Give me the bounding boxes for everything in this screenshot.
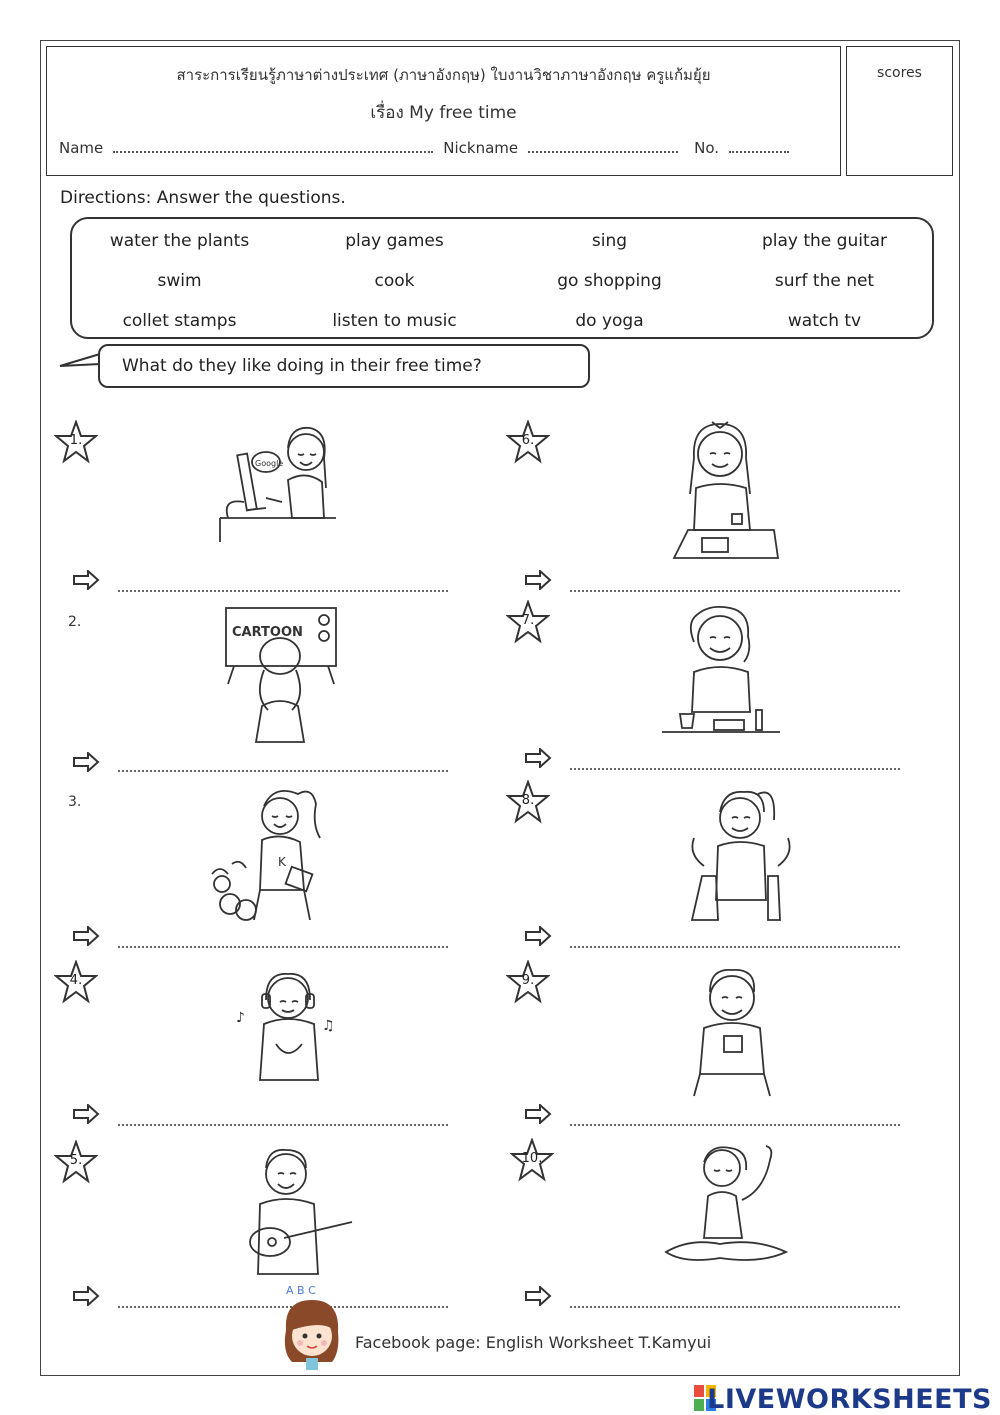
answer-arrow-icon bbox=[72, 926, 100, 946]
scores-label: scores bbox=[877, 65, 922, 81]
answer-line[interactable] bbox=[118, 770, 448, 772]
item-number: 6. bbox=[521, 433, 535, 448]
girl-yoga-icon bbox=[660, 1140, 794, 1270]
cartoon-sign-text: CARTOON bbox=[232, 625, 303, 640]
word-bank bbox=[70, 217, 934, 339]
answer-line[interactable] bbox=[570, 768, 900, 770]
answer-arrow-icon bbox=[524, 926, 552, 946]
answer-arrow-icon bbox=[72, 1104, 100, 1124]
girl-watering-plants-icon bbox=[208, 780, 338, 930]
girl-watching-tv-icon bbox=[224, 606, 340, 748]
thai-subject-line: สาระการเรียนรู้ภาษาต่างประเทศ (ภาษาอังกฤษ) ใบงานวิชาภาษาอังกฤษ ครูแก้มยุ้ย bbox=[176, 66, 711, 84]
item-number: 5. bbox=[69, 1153, 83, 1168]
star-number-badge bbox=[54, 1140, 98, 1184]
header-box bbox=[46, 46, 841, 176]
item-number: 3. bbox=[68, 794, 82, 810]
word-bank-row bbox=[72, 261, 932, 301]
word-bank-item: swim bbox=[157, 271, 202, 291]
item-number: 1. bbox=[69, 433, 83, 448]
star-number-badge bbox=[506, 420, 550, 464]
word-bank-item: collet stamps bbox=[122, 311, 237, 331]
question-bubble: What do they like doing in their free time? bbox=[98, 344, 590, 388]
star-number-badge bbox=[506, 960, 550, 1004]
answer-arrow-icon bbox=[524, 748, 552, 768]
answer-arrow-icon bbox=[524, 1104, 552, 1124]
scores-box bbox=[846, 46, 953, 176]
word-bank-item: go shopping bbox=[557, 271, 662, 291]
star-number-badge bbox=[54, 420, 98, 464]
number-label: No. bbox=[694, 139, 720, 157]
answer-line[interactable] bbox=[118, 590, 448, 592]
word-bank-item: play games bbox=[345, 231, 444, 251]
svg-text:K: K bbox=[278, 855, 286, 869]
svg-text:♫: ♫ bbox=[322, 1018, 335, 1034]
word-bank-item: cook bbox=[374, 271, 415, 291]
word-bank-item: watch tv bbox=[787, 311, 862, 331]
word-bank-item: listen to music bbox=[332, 311, 457, 331]
star-number-badge bbox=[510, 1138, 554, 1182]
nickname-label: Nickname bbox=[443, 139, 519, 157]
answer-line[interactable] bbox=[118, 946, 448, 948]
boy-game-icon bbox=[684, 962, 780, 1098]
answer-arrow-icon bbox=[524, 1286, 552, 1306]
item-number: 2. bbox=[68, 614, 82, 630]
girl-computer-icon bbox=[218, 418, 338, 548]
answer-line[interactable] bbox=[570, 946, 900, 948]
name-label: Name bbox=[59, 139, 104, 157]
answer-arrow-icon bbox=[524, 570, 552, 590]
boy-guitar-icon bbox=[240, 1142, 356, 1280]
item-number: 4. bbox=[69, 973, 83, 988]
word-bank-item: surf the net bbox=[774, 271, 875, 291]
student-info-row bbox=[59, 139, 826, 157]
girl-headphones-icon bbox=[232, 968, 344, 1096]
svg-text:♪: ♪ bbox=[236, 1010, 245, 1026]
answer-arrow-icon bbox=[72, 570, 100, 590]
google-bubble-text: Google bbox=[255, 459, 284, 468]
answer-line[interactable] bbox=[570, 590, 900, 592]
girl-stamps-icon bbox=[666, 414, 782, 560]
word-bank-item: water the plants bbox=[109, 231, 250, 251]
name-field[interactable] bbox=[113, 139, 433, 153]
answer-arrow-icon bbox=[72, 1286, 100, 1306]
girl-cooking-icon bbox=[660, 602, 782, 742]
number-field[interactable] bbox=[729, 139, 789, 153]
item-number: 10. bbox=[521, 1151, 543, 1166]
girl-shopping-icon bbox=[684, 780, 796, 930]
word-bank-item: play the guitar bbox=[761, 231, 888, 251]
star-number-badge bbox=[506, 780, 550, 824]
item-number: 7. bbox=[521, 613, 535, 628]
word-bank-row bbox=[72, 301, 932, 341]
word-bank-item: sing bbox=[591, 231, 628, 251]
nickname-field[interactable] bbox=[528, 139, 678, 153]
word-bank-item: do yoga bbox=[575, 311, 644, 331]
teacher-avatar-icon bbox=[276, 1280, 350, 1372]
star-number-badge bbox=[506, 600, 550, 644]
answer-line[interactable] bbox=[570, 1124, 900, 1126]
liveworksheets-brand[interactable]: LIVEWORKSHEETS bbox=[707, 1384, 992, 1415]
facebook-credit: Facebook page: English Worksheet T.Kamyui bbox=[355, 1333, 712, 1352]
speech-bubble-tail bbox=[58, 352, 102, 372]
answer-arrow-icon bbox=[72, 752, 100, 772]
item-number: 9. bbox=[521, 973, 535, 988]
answer-line[interactable] bbox=[570, 1306, 900, 1308]
worksheet-title: เรื่อง My free time bbox=[370, 103, 517, 123]
star-number-badge bbox=[54, 960, 98, 1004]
word-bank-row bbox=[72, 221, 932, 261]
abc-letters: A B C bbox=[286, 1284, 316, 1297]
directions-text: Directions: Answer the questions. bbox=[60, 188, 346, 208]
answer-line[interactable] bbox=[118, 1124, 448, 1126]
item-number: 8. bbox=[521, 793, 535, 808]
